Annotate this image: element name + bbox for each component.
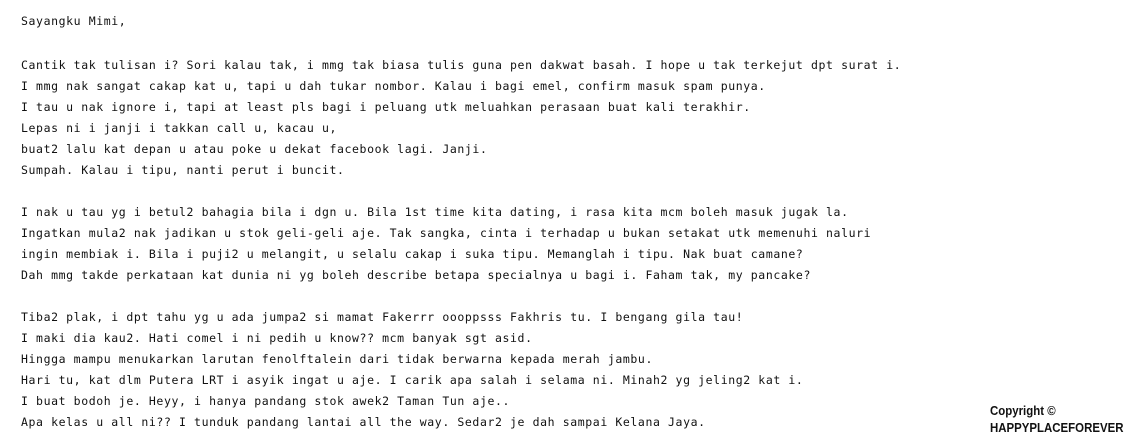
letter-line: I tau u nak ignore i, tapi at least pls bagi i peluang utk meluahkan perasaan buat kali terakhir. (21, 100, 751, 114)
letter-line: Dah mmg takde perkataan kat dunia ni yg boleh describe betapa specialnya u bagi i. Faham tak, my pancake? (21, 268, 811, 282)
copyright-line: Copyright © (990, 403, 1056, 418)
letter-line: I mmg nak sangat cakap kat u, tapi u dah tukar nombor. Kalau i bagi emel, confirm masuk spam punya. (21, 79, 766, 93)
letter-greeting: Sayangku Mimi, (21, 14, 127, 28)
letter-line: Tiba2 plak, i dpt tahu yg u ada jumpa2 si mamat Fakerrr oooppsss Fakhris tu. I bengang gila tau! (21, 310, 744, 324)
letter-line: ingin membiak i. Bila i puji2 u melangit, u selalu cakap i suka tipu. Memanglah i tipu. Nak buat camane? (21, 247, 804, 261)
letter-line: Ingatkan mula2 nak jadikan u stok geli-geli aje. Tak sangka, cinta i terhadap u bukan setakat utk memenuhi naluri (21, 226, 872, 240)
copyright-watermark (990, 402, 1123, 436)
letter-line: I maki dia kau2. Hati comel i ni pedih u know?? mcm banyak sgt asid. (21, 331, 533, 345)
letter-line: I nak u tau yg i betul2 bahagia bila i dgn u. Bila 1st time kita dating, i rasa kita mcm boleh masuk jugak la. (21, 205, 849, 219)
letter-line: Sumpah. Kalau i tipu, nanti perut i buncit. (21, 163, 345, 177)
letter-line: Hari tu, kat dlm Putera LRT i asyik ingat u aje. I carik apa salah i selama ni. Minah2 yg jeling2 kat i. (21, 373, 804, 387)
letter-line: Cantik tak tulisan i? Sori kalau tak, i mmg tak biasa tulis guna pen dakwat basah. I hope u tak terkejut dpt surat i. (21, 58, 902, 72)
letter-line: I buat bodoh je. Heyy, i hanya pandang stok awek2 Taman Tun aje.. (21, 394, 511, 408)
copyright-owner: HAPPYPLACEFOREVER (990, 420, 1124, 435)
letter-line: Apa kelas u all ni?? I tunduk pandang lantai all the way. Sedar2 je dah sampai Kelana Jaya. (21, 415, 706, 429)
letter-line: buat2 lalu kat depan u atau poke u dekat facebook lagi. Janji. (21, 142, 488, 156)
letter-line: Lepas ni i janji i takkan call u, kacau u, (21, 121, 337, 135)
letter-line: Hingga mampu menukarkan larutan fenolftalein dari tidak berwarna kepada merah jambu. (21, 352, 653, 366)
